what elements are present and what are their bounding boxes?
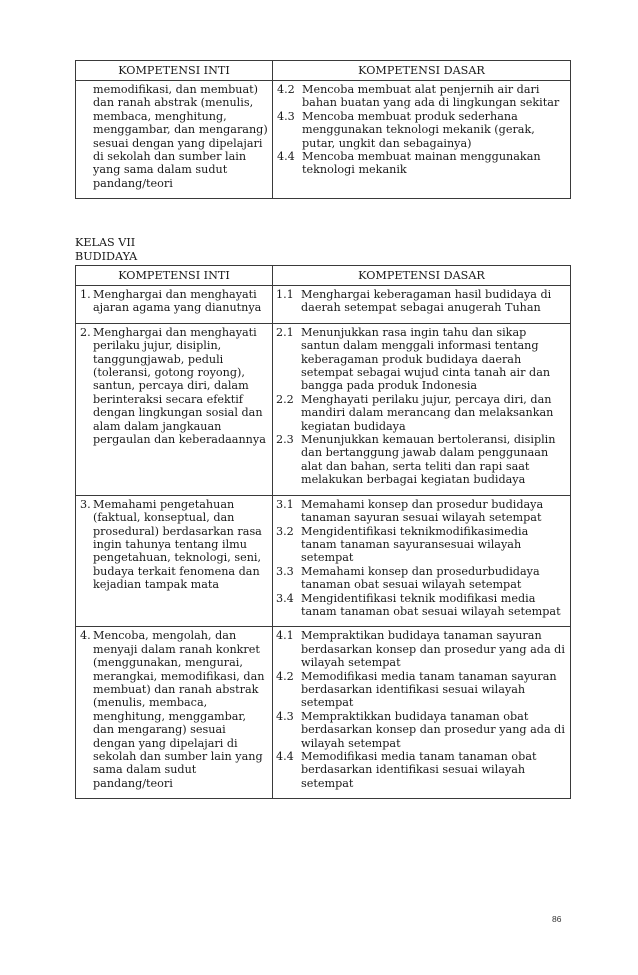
kd-cell xyxy=(273,286,571,324)
kd-item-text: Mencoba membuat produk sederhana menggunakan teknologi mekanik (gerak, putar, ungkit dan sebagainya) xyxy=(302,109,535,150)
kd-item-number: 3.3 xyxy=(276,564,294,578)
ki-item-text: Menghargai dan menghayati ajaran agama yang dianutnya xyxy=(93,288,262,315)
kd-item-number: 3.4 xyxy=(276,591,294,605)
kd-cell xyxy=(273,81,571,199)
kd-item xyxy=(276,670,566,710)
kd-item-text: Menghayati perilaku jujur, percaya diri, dan mandiri dalam merancang dan melaksankan kegiatan budidaya xyxy=(301,392,554,433)
kd-item-text: Mempraktikan budidaya tanaman sayuran berdasarkan konsep dan prosedur yang ada di wilayah setempat xyxy=(301,629,565,670)
kd-item-text: Menunjukkan kemauan bertoleransi, disiplin dan bertanggung jawab dalam penggunaan alat dan bahan, serta teliti dan rapi saat melakukan berbagai kegiatan budidaya xyxy=(301,433,556,487)
kd-item-number: 4.4 xyxy=(276,750,294,763)
kd-item-number: 2.1 xyxy=(276,325,294,339)
ki-cell xyxy=(76,286,273,324)
table-row xyxy=(76,495,571,627)
kd-item-number: 3.1 xyxy=(276,497,294,511)
kd-item-number: 4.4 xyxy=(277,150,295,164)
kd-item xyxy=(276,326,566,393)
class-caption: KELAS VII xyxy=(75,236,136,249)
ki-item-text: Mencoba, mengolah, dan menyaji dalam ranah konkret (menggunakan, mengurai, merangkai, memodifikasi, dan membuat) dan ranah abstrak (menulis, membaca, menghitung, menggambar, dan mengarang) sesuai dengan yang dipelajari di sekolah dan sumber lain yang sama dalam sudut pandang/teori xyxy=(93,629,265,790)
kd-item-number: 1.1 xyxy=(276,288,294,301)
ki-item-number: 1. xyxy=(80,288,91,301)
kd-item-text: Memodifikasi media tanam tanaman obat berdasarkan identifikasi sesuai wilayah setempat xyxy=(301,750,537,790)
kd-cell xyxy=(273,627,571,799)
kd-item-number: 3.2 xyxy=(276,524,294,538)
header-kompetensi-inti: KOMPETENSI INTI xyxy=(76,266,273,286)
kd-item-text: Mengidentifikasi teknik modifikasi media tanam tanaman obat sesuai wilayah setempat xyxy=(301,591,561,618)
kd-item-text: Mencoba membuat alat penjernih air dari bahan buatan yang ada di lingkungan sekitar xyxy=(302,83,560,110)
kd-item xyxy=(276,288,566,315)
kd-item xyxy=(277,150,566,177)
ki-item xyxy=(80,498,268,592)
kd-item-text: Memahami konsep dan prosedurbudidaya tanaman obat sesuai wilayah setempat xyxy=(301,564,540,592)
header-kompetensi-inti: KOMPETENSI INTI xyxy=(76,61,273,81)
subject-caption: BUDIDAYA xyxy=(75,250,138,263)
kd-item xyxy=(276,565,566,592)
table-row xyxy=(76,627,571,799)
kd-item-number: 4.3 xyxy=(277,109,295,123)
ki-item-text: Menghargai dan menghayati perilaku jujur, disiplin, tanggungjawab, peduli (toleransi, gotong royong), santun, percaya diri, dalam berinteraksi secara efektif dengan lingkungan sosial dan alam dalam jangkauan pergaulan dan keberadaannya xyxy=(93,325,266,447)
kd-item xyxy=(276,710,566,750)
header-kompetensi-dasar: KOMPETENSI DASAR xyxy=(273,266,571,286)
page-number: 86 xyxy=(552,914,562,924)
kd-item-number: 4.2 xyxy=(276,669,294,683)
kd-item xyxy=(276,750,566,790)
ki-item-number: 4. xyxy=(80,629,91,643)
kd-item xyxy=(277,110,566,150)
ki-item xyxy=(80,326,268,447)
kd-item xyxy=(276,498,566,525)
ki-item-number: 2. xyxy=(80,325,91,339)
kd-item-number: 4.1 xyxy=(276,629,294,643)
kd-item-number: 2.2 xyxy=(276,392,294,406)
kd-item xyxy=(276,393,566,433)
ki-cell xyxy=(76,81,273,199)
ki-item-number: 3. xyxy=(80,497,91,511)
table-row xyxy=(76,286,571,324)
kd-item-number: 4.2 xyxy=(277,83,295,96)
kd-item-number: 2.3 xyxy=(276,433,294,447)
ki-item xyxy=(80,288,268,315)
competency-table xyxy=(75,265,571,799)
ki-cell xyxy=(76,627,273,799)
kd-item xyxy=(276,433,566,487)
kd-item-text: Menghargai keberagaman hasil budidaya di daerah setempat sebagai anugerah Tuhan xyxy=(301,288,552,315)
header-kompetensi-dasar: KOMPETENSI DASAR xyxy=(273,61,571,81)
kd-item xyxy=(277,83,566,110)
ki-item-text: Memahami pengetahuan (faktual, konseptual, dan prosedural) berdasarkan rasa ingin tahunya tentang ilmu pengetahuan, teknologi, seni, budaya terkait fenomena dan kejadian tampak mata xyxy=(93,497,262,592)
table-row xyxy=(76,323,571,495)
ki-cell xyxy=(76,495,273,627)
table-header-row xyxy=(76,266,571,286)
ki-item xyxy=(80,629,268,790)
ki-cell xyxy=(76,323,273,495)
kd-item-text: Memodifikasi media tanam tanaman sayuran berdasarkan identifikasi sesuai wilayah setempat xyxy=(301,669,557,710)
table-row xyxy=(76,81,571,199)
kd-item-number: 4.3 xyxy=(276,709,294,723)
kd-item xyxy=(276,592,566,619)
kd-cell xyxy=(273,323,571,495)
kd-cell xyxy=(273,495,571,627)
ki-text: memodifikasi, dan membuat) dan ranah abstrak (menulis, membaca, menghitung, menggambar, dan mengarang) sesuai dengan yang dipelajari di sekolah dan sumber lain yang sama dalam sudut pandang/teori xyxy=(93,83,268,190)
competency-table-continued xyxy=(75,60,571,199)
kd-item xyxy=(276,629,566,669)
kd-item-text: Menunjukkan rasa ingin tahu dan sikap santun dalam menggali informasi tentang keberagaman produk budidaya daerah setempat sebagai wujud cinta tanah air dan bangga pada produk Indonesia xyxy=(301,325,551,393)
kd-item-text: Memahami konsep dan prosedur budidaya tanaman sayuran sesuai wilayah setempat xyxy=(301,497,544,525)
kd-item-text: Mencoba membuat mainan menggunakan teknologi mekanik xyxy=(302,150,541,177)
kd-item xyxy=(276,525,566,565)
table-header-row xyxy=(76,61,571,81)
kd-item-text: Mempraktikkan budidaya tanaman obat berdasarkan konsep dan prosedur yang ada di wilayah setempat xyxy=(301,709,565,750)
table-body xyxy=(76,286,571,799)
kd-item-text: Mengidentifikasi teknikmodifikasimedia tanam tanaman sayuransesuai wilayah setempat xyxy=(301,524,529,565)
